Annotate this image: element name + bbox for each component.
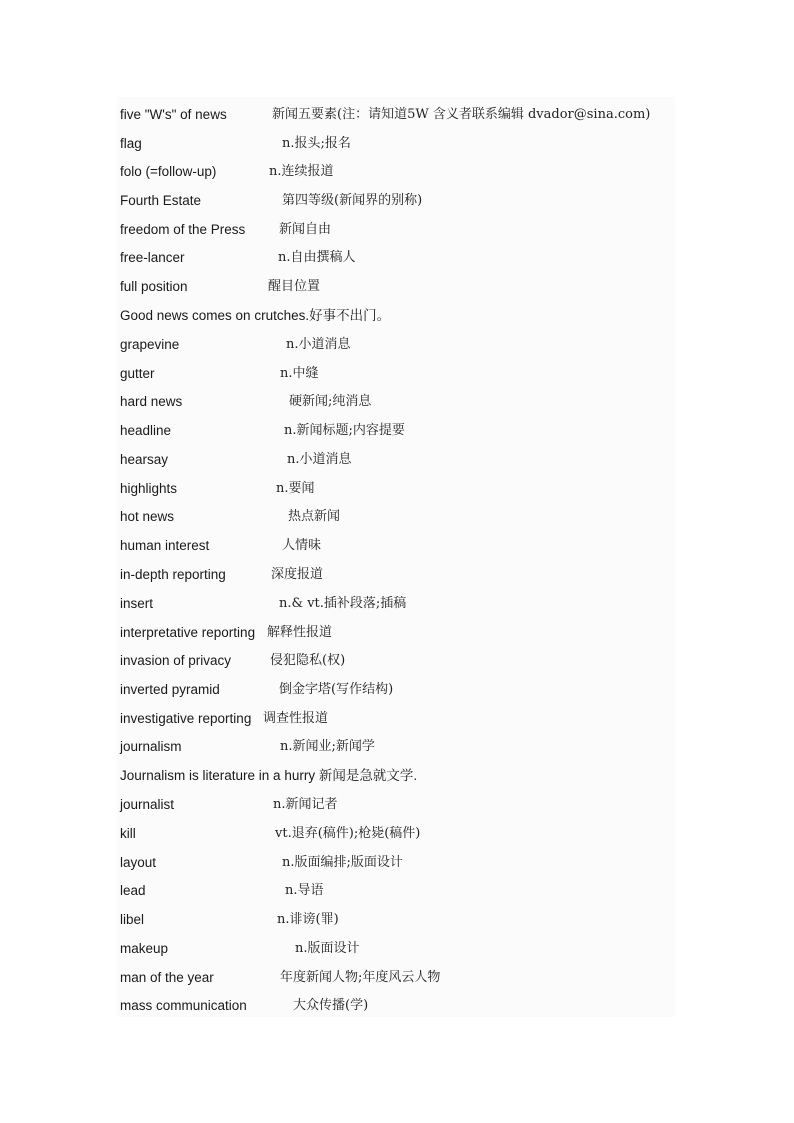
entry-definition: n.新闻记者 bbox=[273, 797, 338, 812]
entry-term: interpretative reporting bbox=[120, 625, 256, 640]
entry-term: free-lancer bbox=[120, 250, 185, 265]
entry-definition: 硬新闻;纯消息 bbox=[289, 394, 372, 409]
entry-definition: n.小道消息 bbox=[287, 452, 352, 467]
entry-term: freedom of the Press bbox=[120, 222, 246, 237]
entry-definition: n.报头;报名 bbox=[282, 136, 351, 151]
entry-definition: vt.退弃(稿件);枪毙(稿件) bbox=[275, 826, 421, 841]
entry-term: full position bbox=[120, 279, 188, 294]
entry-term: journalism bbox=[120, 739, 182, 754]
entry-definition: 新闻自由 bbox=[279, 222, 332, 237]
entry-definition: n.版面设计 bbox=[295, 941, 360, 956]
entry-definition: n.版面编排;版面设计 bbox=[282, 855, 403, 870]
entry-definition: n.新闻标题;内容提要 bbox=[284, 423, 405, 438]
entry-definition: n.自由撰稿人 bbox=[278, 250, 356, 265]
entry-definition: 侵犯隐私(权) bbox=[270, 653, 346, 668]
entry-term: human interest bbox=[120, 538, 210, 553]
entry-definition: n.连续报道 bbox=[269, 164, 334, 179]
entry-term: investigative reporting bbox=[120, 711, 252, 726]
entry-definition: n.诽谤(罪) bbox=[277, 912, 339, 927]
entry-term: hearsay bbox=[120, 452, 169, 467]
entry-term: inverted pyramid bbox=[120, 682, 220, 697]
entry-proverb: Good news comes on crutches.好事不出门。 bbox=[120, 308, 391, 323]
entry-definition: 解释性报道 bbox=[267, 625, 333, 640]
entry-term: libel bbox=[120, 912, 145, 927]
entry-term: insert bbox=[120, 596, 154, 611]
entry-definition: 深度报道 bbox=[271, 567, 324, 582]
entry-term: makeup bbox=[120, 941, 169, 956]
entry-definition: 大众传播(学) bbox=[293, 998, 369, 1013]
entry-definition: 年度新闻人物;年度风云人物 bbox=[280, 970, 441, 985]
entry-term: mass communication bbox=[120, 998, 247, 1013]
entry-definition: 第四等级(新闻界的别称) bbox=[282, 193, 423, 208]
entry-term: kill bbox=[120, 826, 136, 841]
entry-definition: n.要闻 bbox=[276, 481, 315, 496]
entry-term: headline bbox=[120, 423, 172, 438]
entry-definition: n.导语 bbox=[285, 883, 324, 898]
entry-proverb: Journalism is literature in a hurry 新闻是急就文学. bbox=[120, 768, 418, 783]
entry-term: in-depth reporting bbox=[120, 567, 226, 582]
entry-term: hard news bbox=[120, 394, 183, 409]
entry-term: invasion of privacy bbox=[120, 653, 232, 668]
entry-definition: 人情味 bbox=[282, 538, 322, 553]
entry-term: journalist bbox=[120, 797, 175, 812]
entry-definition: 新闻五要素(注：请知道5W 含义者联系编辑 dvador@sina.com) bbox=[272, 107, 651, 122]
entry-term: five "W's" of news bbox=[120, 107, 227, 122]
document-page bbox=[117, 97, 675, 1017]
entry-definition: n.新闻业;新闻学 bbox=[280, 739, 375, 754]
entry-term: folo (=follow-up) bbox=[120, 164, 217, 179]
entry-definition: n.& vt.插补段落;插稿 bbox=[279, 596, 407, 611]
entry-definition: 醒目位置 bbox=[268, 279, 321, 294]
entry-term: flag bbox=[120, 136, 142, 151]
entry-term: Fourth Estate bbox=[120, 193, 202, 208]
entry-term: man of the year bbox=[120, 970, 214, 985]
entry-term: lead bbox=[120, 883, 146, 898]
entry-definition: 热点新闻 bbox=[288, 509, 341, 524]
entry-term: gutter bbox=[120, 366, 155, 381]
entry-definition: 调查性报道 bbox=[263, 711, 329, 726]
entry-definition: n.中缝 bbox=[280, 366, 319, 381]
entry-term: hot news bbox=[120, 509, 175, 524]
entry-term: layout bbox=[120, 855, 157, 870]
entry-term: grapevine bbox=[120, 337, 180, 352]
entry-definition: n.小道消息 bbox=[286, 337, 351, 352]
entry-definition: 倒金字塔(写作结构) bbox=[279, 682, 394, 697]
entry-term: highlights bbox=[120, 481, 178, 496]
